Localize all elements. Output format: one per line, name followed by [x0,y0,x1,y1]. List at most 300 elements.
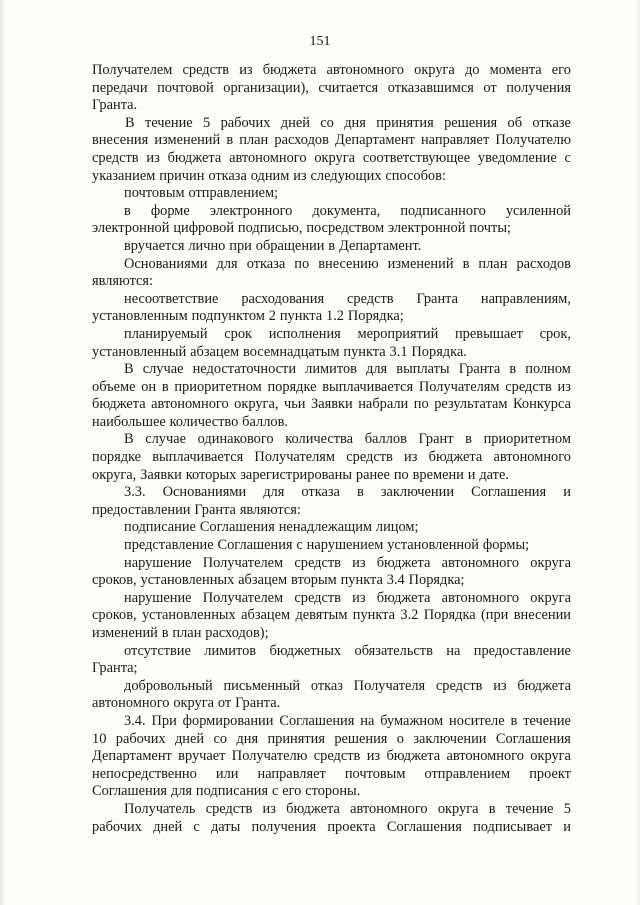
word: средств [313,748,361,765]
word: средств [92,149,139,166]
word: выплачивается [322,378,414,395]
word: направлениям, [480,290,571,307]
text-line [92,537,571,555]
word: добровольный [124,677,213,694]
word: для [263,484,285,501]
word: бюджета [262,62,317,78]
word: наибольшее [92,413,166,430]
word: бюджета [376,589,431,606]
word: нарушение [124,554,192,571]
word: порядке [267,378,317,395]
word: Получателю [231,748,308,765]
word: установленным [92,308,188,325]
word: отправлением [424,765,511,782]
word: количества [285,431,354,448]
word: из [493,677,507,694]
word: абзацем [238,572,288,589]
word: мероприятий [357,325,439,342]
word: девятым [295,607,348,624]
text-line [92,713,571,731]
word: одинакового [197,431,274,448]
word: способов: [385,167,446,184]
word: набрали [358,396,409,413]
word: бюджета [386,748,441,765]
word: автономного [493,449,571,466]
scan-edge-right [636,0,640,905]
word: автономного [92,695,170,712]
word: Соглашения [386,818,462,835]
word: расходов [516,255,571,272]
word: отказа [301,484,340,501]
word: даты [210,818,241,835]
text-line [92,115,571,133]
word: из [366,748,381,765]
word: в [161,378,169,395]
word: Гранта [458,361,501,378]
word: зарегистрированы [240,466,353,483]
word: с [564,149,571,166]
word: рабочих [220,114,271,131]
word: усиленной [505,202,571,219]
word: предоставлении [92,501,191,518]
word: Гранта. [92,97,138,114]
word: Порядка. [411,343,467,360]
word: документа, [312,202,381,219]
word: изменений [92,625,158,641]
word: автономного [446,748,524,765]
word: цифровой [173,220,235,237]
word: Основаниями [162,484,247,501]
text-line [92,62,571,80]
word: автономного [326,62,404,78]
word: несоответствие [124,290,219,307]
word: решения [334,730,388,747]
word: исполнения [268,325,341,342]
word: для [170,783,193,800]
word: отказавшимся [387,79,474,96]
word: средств [346,290,394,307]
word: от [217,695,232,712]
word: баллов. [242,413,288,430]
text-line [92,132,571,150]
word: результатам [434,396,508,413]
word: непосредственно [92,765,197,782]
word: округа [173,695,215,712]
word: Соглашения [471,484,547,501]
text-line [92,801,571,819]
word: пункта [343,343,386,360]
text-line [92,484,571,502]
word: дней [174,730,205,747]
word: которых [185,466,237,483]
word: баллов [364,431,407,448]
word: момента [489,62,542,78]
word: Основаниями [124,255,208,272]
word: времени [412,466,464,483]
text-line [92,766,571,784]
word: решения [444,114,498,131]
word: письменный [223,677,301,694]
word: средств [435,677,483,694]
word: получения [506,79,571,96]
word: Получателем [202,554,284,571]
word: пункта [352,607,396,624]
word: формировании [182,712,274,729]
word: Получателю [495,132,571,149]
word: Грант [418,431,454,448]
word: от [483,79,497,96]
text-line [92,291,571,309]
word: установленный [92,343,187,360]
word: объеме [92,378,136,395]
word: бюджета [376,554,431,571]
word: его [282,783,302,800]
word: Конкурса [513,396,571,413]
word: обязательств [354,642,433,659]
word: подписанного [400,202,486,219]
text-line [92,97,571,115]
word: из [352,589,366,606]
word: в [357,484,364,501]
word: следующих [310,167,382,184]
word: средств [346,449,393,466]
word: в [462,255,470,272]
word: средств [182,62,230,78]
word: 1.2 [326,308,344,325]
word: ненадлежащим [278,519,373,536]
text-line [92,819,571,837]
word: течение [523,712,571,729]
word: лимитов [305,361,357,378]
word: подписывает [473,818,553,835]
word: округа, [234,396,279,413]
word: расходов [274,132,329,149]
word: организации), [223,79,309,96]
word: отсутствие [124,642,191,659]
word: 5 [203,114,211,131]
word: выплаты [396,361,450,378]
word: При [151,712,177,729]
word: расходования [241,290,325,307]
word: подписью, [237,220,303,237]
word: внесения [92,132,149,149]
word: В [124,431,134,448]
word: на [446,642,461,659]
word: почты; [469,220,511,237]
word: дней [280,114,310,131]
word: нарушение [124,589,192,606]
word: причин [159,167,205,184]
word: и [563,818,571,835]
word: с [271,783,279,800]
word: Гранта; [92,660,138,677]
word: лицом; [375,519,419,536]
word: округа [530,554,571,571]
word: в [510,712,518,729]
word: отправлением; [188,185,279,202]
text-line [92,203,571,221]
text-line [92,168,571,186]
text-line [92,256,571,274]
word: направляет [420,132,490,149]
word: (при [480,607,509,624]
word: автономного [441,589,520,606]
word: округа, [92,466,137,483]
word: лимитов [204,642,257,659]
word: изменений [154,132,221,149]
word: план [478,255,508,272]
word: по [393,466,409,483]
word: формы; [482,537,530,554]
word: автономного [151,396,229,413]
word: 3.2 [400,607,419,624]
word: для [366,361,388,378]
text-line [92,731,571,749]
word: расходов); [205,625,269,641]
word: с [193,818,200,835]
word: Заявки [311,396,353,413]
word: установленной [387,537,480,554]
word: округа [414,62,455,78]
scan-edge-left [0,0,6,905]
word: чьи [283,396,306,413]
word: из [239,62,253,78]
word: 3.4. [124,712,146,729]
word: о [396,730,404,747]
word: абзацем [190,343,240,360]
word: установленных [141,607,236,624]
word: 10 [92,730,107,747]
text-line [92,431,571,449]
word: в [488,800,496,817]
word: с [296,537,303,554]
word: абзацем [241,607,291,624]
word: пункта [340,572,383,589]
word: из [146,149,160,166]
word: округа [314,149,356,166]
word: электронной [92,220,170,237]
word: принятия [376,114,434,131]
word: проект [529,765,571,782]
word: дня [344,114,366,131]
word: 5 [563,800,571,817]
text-line [92,467,571,485]
word: дате. [479,466,509,483]
word: Порядка; [408,572,465,589]
text-line [92,607,571,625]
word: для [216,255,238,272]
text-line [92,643,571,661]
text-line [92,572,571,590]
text-line [92,344,571,362]
word: 3.4 [386,572,405,589]
word: из [404,449,418,466]
word: Соглашения [92,783,168,800]
word: указанием [92,167,156,184]
word: получения [251,818,317,835]
word: стороны. [305,783,361,800]
word: вторым [291,572,337,589]
word: ранее [355,466,390,483]
word: и [563,484,571,501]
word: в [226,132,234,149]
text-line [92,502,571,520]
word: недостаточности [192,361,297,378]
word: электронного [209,202,293,219]
word: округа [530,589,571,606]
word: заключении [380,484,455,501]
word: Получателям [254,449,336,466]
word: бюджета [92,396,146,413]
word: направляет [257,765,326,782]
word: электронной [387,220,466,237]
word: до [464,62,480,78]
word: приоритетном [174,378,262,395]
word: внесении [513,607,571,624]
word: в [509,361,517,378]
word: Порядка; [347,308,404,325]
text-line [92,625,571,643]
word: вручает [178,748,226,765]
word: из [262,800,276,817]
word: планируемый [124,325,208,342]
word: количество [169,413,239,430]
word: дней [153,818,183,835]
word: форме [150,202,190,219]
word: или [215,765,239,782]
page-number: 151 [309,34,331,49]
word: бумажном [380,712,444,729]
word: Гранта. [235,695,281,712]
word: округа [530,748,571,765]
word: подпунктом [191,308,265,325]
word: В [125,114,135,131]
word: со [320,114,334,131]
word: план [239,132,269,149]
text-line [92,519,571,537]
word: заключении [413,730,487,747]
word: Департамент [92,748,172,765]
word: Департамент [335,132,415,149]
text-line [92,678,571,696]
word: в [124,202,131,219]
word: превышает [454,325,523,342]
word: Получателем [202,589,284,606]
word: почтовым [124,185,185,202]
text-line [92,695,571,713]
text-line [92,379,571,397]
word: бюджетных [269,642,342,659]
word: отказа [246,255,286,272]
word: полном [525,361,571,378]
word: уведомление [477,149,557,166]
word: обращении [255,237,325,254]
word: Соглашения [199,519,275,536]
word: по [413,396,429,413]
word: он [141,378,157,395]
word: порядке [92,449,142,466]
word: отказе [532,114,571,131]
word: почтовой [157,79,214,96]
text-line [92,273,571,291]
word: считается [318,79,379,96]
word: лично [188,237,226,254]
word: Гранта [194,501,236,518]
word: проекта [327,818,376,835]
word: его [551,62,571,78]
word: являются: [239,501,301,518]
word: случае [145,431,187,448]
word: дня [236,730,259,747]
word: Получателем [92,62,173,78]
word: средств [205,800,253,817]
word: срок [224,325,253,342]
word: в [465,431,472,448]
text-line [92,220,571,238]
word: носителе [449,712,505,729]
word: представление [124,537,214,554]
word: Департамент. [338,237,422,254]
text-line [92,660,571,678]
word: случае [142,361,184,378]
word: течение [144,114,193,131]
word: выплачивается [152,449,244,466]
word: при [229,237,252,254]
text-line [92,590,571,608]
word: посредством [306,220,385,237]
text-line [92,449,571,467]
text-line [92,185,571,203]
word: Получателям [418,378,500,395]
word: изменений [387,255,454,272]
word: предоставление [473,642,571,659]
word: отказ [310,677,343,694]
word: рабочих [92,818,142,835]
word: из [352,554,366,571]
word: 3.1 [389,343,408,360]
word: внесению [318,255,379,272]
word: 3.3. [124,484,146,501]
word: бюджета [167,149,222,166]
word: средств [505,378,552,395]
word: на [360,712,375,729]
word: автономного [441,554,520,571]
word: из [557,378,571,395]
text-line [92,326,571,344]
word: отказа [208,167,247,184]
word: и [467,466,476,483]
word: подписания [195,783,269,800]
word: В [124,361,134,378]
text-line [92,238,571,256]
word: 2 [268,308,276,325]
word: Соглашения [495,730,571,747]
word: бюджета [286,800,340,817]
word: в [328,237,336,254]
word: Порядка [423,607,476,624]
word: приоритетном [483,431,571,448]
word: одним [250,167,290,184]
document-body [92,62,571,836]
word: об [507,114,523,131]
word: рабочих [115,730,166,747]
word: средств [294,554,341,571]
word: автономного [229,149,307,166]
text-line [92,361,571,379]
word: в [161,625,169,641]
word: являются: [92,273,154,290]
word: из [293,167,307,184]
